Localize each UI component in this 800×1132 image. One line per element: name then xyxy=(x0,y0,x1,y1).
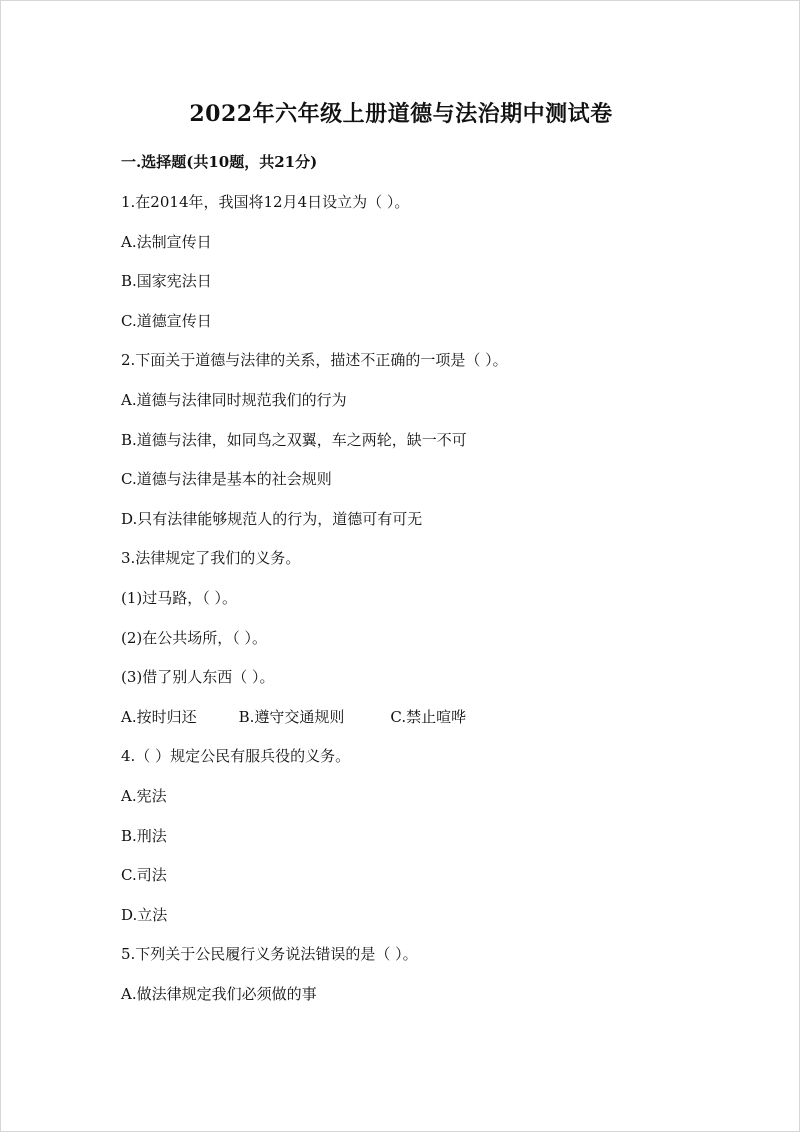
question-3-options xyxy=(121,706,466,727)
question-3-sub-2: (2)在公共场所，（ ）。 xyxy=(121,629,268,647)
question-3-sub-1: (1)过马路，（ ）。 xyxy=(121,589,238,607)
question-5-option-a: A.做法律规定我们必须做的事 xyxy=(121,985,317,1003)
question-3-option-a: A.按时归还 xyxy=(121,708,197,726)
question-3-stem: 3.法律规定了我们的义务。 xyxy=(121,549,301,567)
question-2-stem: 2.下面关于道德与法律的关系，描述不正确的一项是（ ）。 xyxy=(121,351,508,369)
question-5-stem: 5.下列关于公民履行义务说法错误的是（ ）。 xyxy=(121,945,418,963)
question-1-option-c: C.道德宣传日 xyxy=(121,312,212,330)
question-4-option-a: A.宪法 xyxy=(121,787,167,805)
question-4-option-d: D.立法 xyxy=(121,906,168,924)
question-4-option-c: C.司法 xyxy=(121,866,167,884)
question-1-option-b: B.国家宪法日 xyxy=(121,272,212,290)
page-title: 2022年六年级上册道德与法治期中测试卷 xyxy=(189,101,613,127)
question-4-stem: 4.（ ）规定公民有服兵役的义务。 xyxy=(121,747,351,765)
question-3-sub-3: (3)借了别人东西（ ）。 xyxy=(121,668,275,686)
section-heading: 一.选择题(共10题，共21分) xyxy=(121,153,318,171)
question-4-option-b: B.刑法 xyxy=(121,827,167,845)
question-1-stem: 1.在2014年，我国将12月4日设立为（ ）。 xyxy=(121,193,410,211)
question-2-option-d: D.只有法律能够规范人的行为，道德可有可无 xyxy=(121,510,423,528)
question-3-option-b: B.遵守交通规则 xyxy=(238,708,345,726)
question-1-option-a: A.法制宣传日 xyxy=(121,233,212,251)
question-3-option-c: C.禁止喧哗 xyxy=(390,708,467,726)
question-2-option-b: B.道德与法律，如同鸟之双翼，车之两轮，缺一不可 xyxy=(121,431,467,449)
question-2-option-a: A.道德与法律同时规范我们的行为 xyxy=(121,391,347,409)
question-2-option-c: C.道德与法律是基本的社会规则 xyxy=(121,470,332,488)
